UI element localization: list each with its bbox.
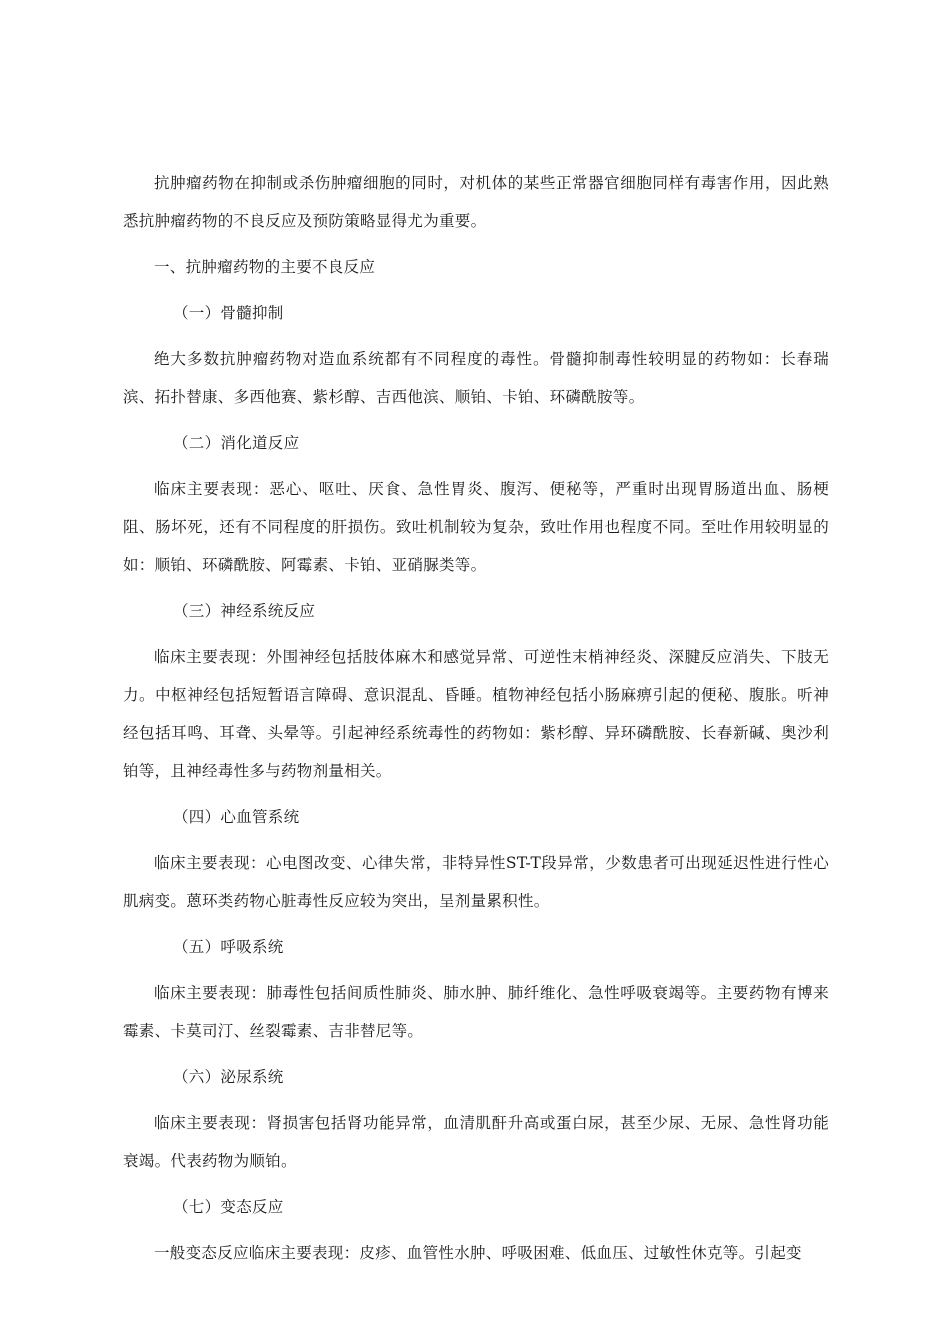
- section-title: 一、抗肿瘤药物的主要不良反应: [154, 258, 376, 276]
- item-body-1: 绝大多数抗肿瘤药物对造血系统都有不同程度的毒性。骨髓抑制毒性较明显的药物如：长春瑞滨、拓扑替康、多西他赛、紫杉醇、吉西他滨、顺铂、卡铂、环磷酰胺等。: [123, 350, 829, 406]
- item-body-5: 临床主要表现：肺毒性包括间质性肺炎、肺水肿、肺纤维化、急性呼吸衰竭等。主要药物有博来霉素、卡莫司汀、丝裂霉素、吉非替尼等。: [123, 984, 829, 1040]
- item-body-7: 一般变态反应临床主要表现：皮疹、血管性水肿、呼吸困难、低血压、过敏性休克等。引起变: [154, 1244, 802, 1262]
- item-heading-2: （二）消化道反应: [173, 434, 300, 452]
- item-heading-4: （四）心血管系统: [173, 808, 300, 826]
- item-heading-1: （一）骨髓抑制: [173, 304, 284, 322]
- item-heading-7: （七）变态反应: [173, 1198, 284, 1216]
- item-heading-3: （三）神经系统反应: [173, 602, 316, 620]
- item-heading-6: （六）泌尿系统: [173, 1068, 284, 1086]
- item-body-4: 临床主要表现：心电图改变、心律失常，非特异性ST-T段异常，少数患者可出现延迟性进行性心肌病变。蒽环类药物心脏毒性反应较为突出，呈剂量累积性。: [123, 854, 829, 910]
- document-body: [123, 164, 829, 1280]
- intro-paragraph: 抗肿瘤药物在抑制或杀伤肿瘤细胞的同时，对机体的某些正常器官细胞同样有毒害作用，因此熟悉抗肿瘤药物的不良反应及预防策略显得尤为重要。: [123, 174, 829, 230]
- item-body-3: 临床主要表现：外围神经包括肢体麻木和感觉异常、可逆性末梢神经炎、深腱反应消失、下肢无力。中枢神经包括短暂语言障碍、意识混乱、昏睡。植物神经包括小肠麻痹引起的便秘、腹胀。听神经包括耳鸣、耳聋、头晕等。引起神经系统毒性的药物如：紫杉醇、异环磷酰胺、长春新碱、奥沙利铂等，且神经毒性多与药物剂量相关。: [123, 648, 829, 780]
- item-heading-5: （五）呼吸系统: [173, 938, 284, 956]
- item-body-6: 临床主要表现：肾损害包括肾功能异常，血清肌酐升高或蛋白尿，甚至少尿、无尿、急性肾功能衰竭。代表药物为顺铂。: [123, 1114, 829, 1170]
- item-body-2: 临床主要表现：恶心、呕吐、厌食、急性胃炎、腹泻、便秘等，严重时出现胃肠道出血、肠梗阻、肠坏死，还有不同程度的肝损伤。致吐机制较为复杂，致吐作用也程度不同。至吐作用较明显的如：顺铂、环磷酰胺、阿霉素、卡铂、亚硝脲类等。: [123, 480, 829, 574]
